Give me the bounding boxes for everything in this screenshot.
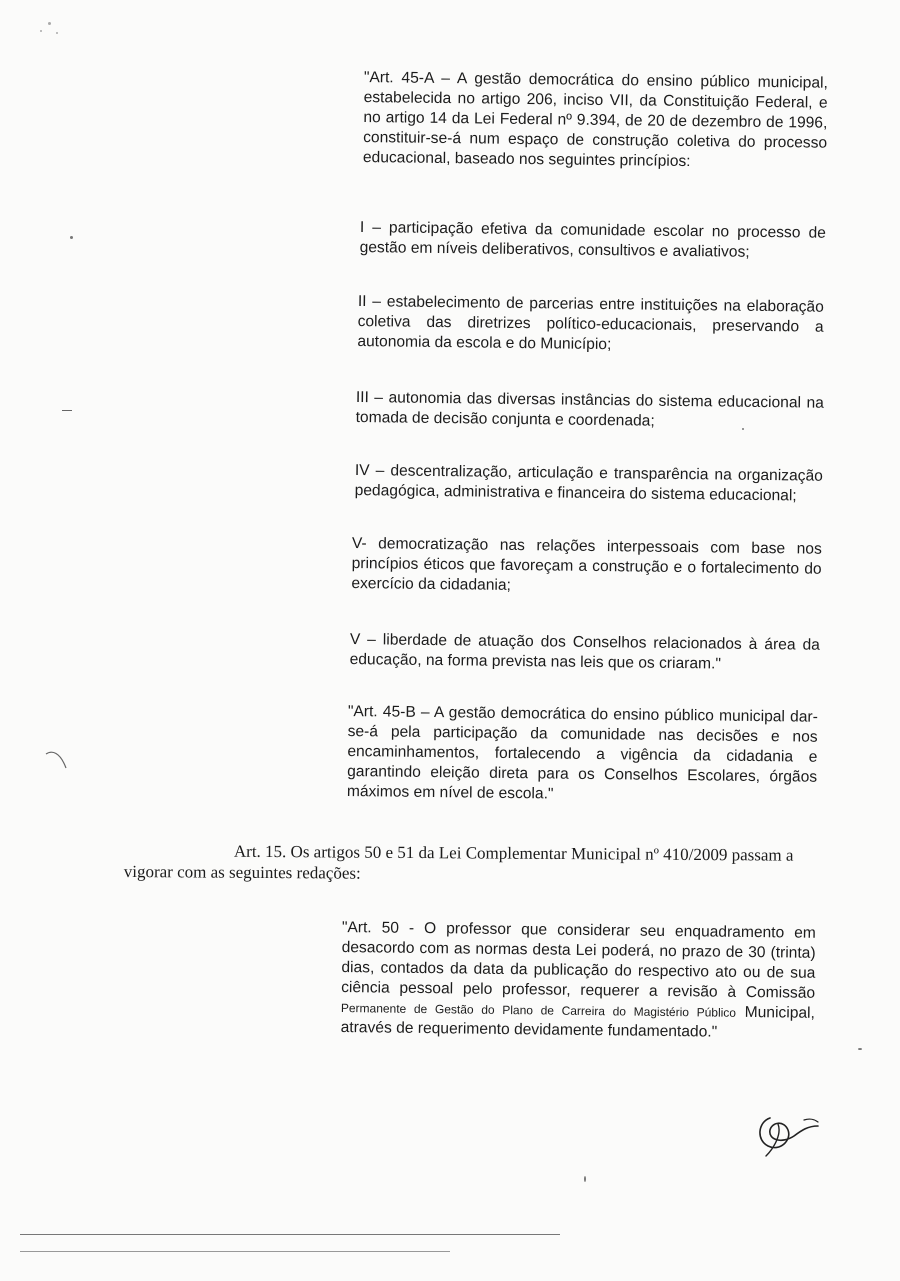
footer-line-1: [20, 1234, 560, 1235]
speck: [56, 32, 58, 34]
art-45a-item-5: V- democratização nas relações interpessoais com base nos princípios éticos que favoreçam a construção e o fortalecimento do exercício da cidadania;: [351, 534, 822, 594]
art-45a-item-1: I – participação efetiva da comunidade escolar no processo de gestão em níveis deliberativos, consultivos e avaliativos;: [359, 218, 826, 261]
art-45a-item-2: II – estabelecimento de parcerias entre instituições na elaboração coletiva das diretrizes político-educacionais, preservando a autonomia da escola e do Município;: [357, 292, 824, 354]
speck: [48, 22, 51, 25]
speck: [40, 30, 42, 32]
signature-rubric: [752, 1100, 822, 1160]
margin-mark: [44, 748, 70, 772]
margin-dash: [62, 410, 72, 411]
art-45a-intro: "Art. 45-A – A gestão democrática do ensino público municipal, estabelecida no artigo 206, inciso VII, da Constituição Federal, e no artigo 14 da Lei Federal nº 9.394, de 20 de dezembro de 1996, constituir-se-á num espaço de construção coletiva do processo educacional, baseado nos seguintes princípios:: [362, 68, 828, 170]
footer-line-2: [20, 1251, 450, 1252]
art-45b: "Art. 45-B – A gestão democrática do ensino público municipal dar-se-á pela participação da comunidade nas decisões e nos encaminhamentos, fortalecendo a vigência da cidadania e garantindo eleição direta para os Conselhos Escolares, órgãos máximos em nível de escola.": [346, 702, 818, 803]
art-50-end: Municipal, através de requerimento devidamente fundamentado.": [340, 1003, 815, 1041]
art-45a-item-6: V – liberdade de atuação dos Conselhos relacionados à área da educação, na forma prevista nas leis que os criaram.": [349, 630, 820, 673]
speck: [858, 1048, 862, 1050]
art-45a-item-4: IV – descentralização, articulação e transparência na organização pedagógica, administrativa e financeira do sistema educacional;: [354, 461, 823, 505]
art-15-paragraph: [124, 840, 810, 887]
art-15-text: Art. 15. Os artigos 50 e 51 da Lei Complementar Municipal nº 410/2009 passam a vigorar com as seguintes redações:: [123, 841, 794, 883]
speck: [742, 428, 744, 430]
speck: [584, 1176, 586, 1182]
speck: [70, 236, 73, 239]
art-50-small-line: Permanente de Gestão do Plano de Carreira do Magistério Público: [340, 1000, 737, 1020]
art-45a-item-3: III – autonomia das diversas instâncias do sistema educacional na tomada de decisão conjunta e coordenada;: [355, 388, 824, 430]
art-50: [341, 918, 816, 1044]
art-50-main: "Art. 50 - O professor que considerar seu enquadramento em desacordo com as normas desta Lei poderá, no prazo de 30 (trinta) dias, contados da data da publicação do respectivo ato ou de sua ciência pessoal pelo professor, requerer a revisão à Comissão: [341, 918, 816, 1002]
